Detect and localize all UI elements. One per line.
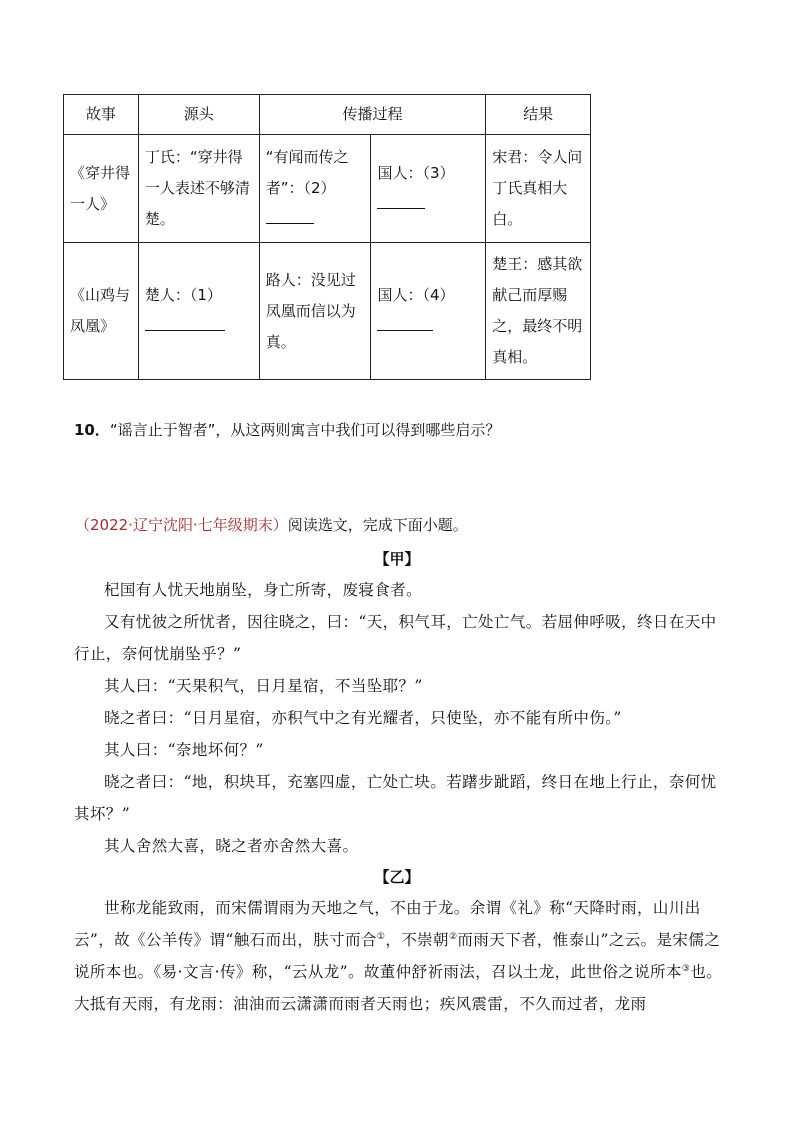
header-result: 结果 <box>486 95 591 135</box>
header-spread: 传播过程 <box>259 95 486 135</box>
header-source: 源头 <box>138 95 259 135</box>
yi-text-part: 而雨天下者，惟泰山”之云。是宋儒之说所本也。《易·文言·传》称，“云从龙”。故董仲舒祈雨法，召以土龙，此世俗之说所本 <box>74 931 721 981</box>
jia-paragraph: 其人舍然大喜，晓之者亦舍然大喜。 <box>104 837 359 855</box>
yi-text-part: 世称龙能致雨，而宋儒谓雨为天地之气，不由于龙。余谓《礼》称“天降时雨，山川出云”，故《公羊传》谓“触石而出，肤寸而合 <box>74 899 701 949</box>
cell-spread-b-text: 国人：（4） <box>377 286 455 304</box>
question-text: “谣言止于智者”，从这两则寓言中我们可以得到哪些启示？ <box>109 421 501 439</box>
cell-story: 《穿井得一人》 <box>64 135 139 243</box>
cell-source: 丁氏：“穿井得一人表述不够清楚。 <box>138 135 259 243</box>
cell-source-text: 楚人：（1） <box>144 286 222 304</box>
cell-spread-a <box>259 135 371 243</box>
source-tag: （2022·辽宁沈阳·七年级期末） <box>75 516 288 534</box>
cell-result: 宋君：令人问丁氏真相大白。 <box>486 135 591 243</box>
yi-text-part: ，不崇朝 <box>385 931 449 949</box>
cell-spread-b <box>371 243 486 380</box>
answer-blank-4[interactable] <box>377 329 433 331</box>
footnote-marker: ② <box>448 931 458 942</box>
question-10 <box>74 419 500 440</box>
cell-spread-a-text: “有闻而传之者”：（2） <box>265 148 349 197</box>
table-row <box>64 243 591 380</box>
cell-source <box>138 243 259 380</box>
footnote-marker: ① <box>376 931 386 942</box>
question-number: 10． <box>74 421 110 439</box>
cell-story: 《山鸡与凤凰》 <box>64 243 139 380</box>
cell-spread-b <box>371 135 486 243</box>
header-story: 故事 <box>64 95 139 135</box>
table-row <box>64 135 591 243</box>
section-title-jia: 【甲】 <box>374 550 420 568</box>
jia-paragraph: 晓之者曰：“地，积块耳，充塞四虚，亡处亡块。若躇步跐蹈，终日在地上行止，奈何忧其坏？” <box>74 773 717 823</box>
table-header-row <box>64 95 591 135</box>
jia-paragraph: 其人曰：“天果积气，日月星宿，不当坠耶？” <box>104 677 423 695</box>
cell-spread-b-text: 国人：（3） <box>377 163 455 182</box>
answer-blank-1[interactable] <box>145 329 225 331</box>
footnote-marker: ③ <box>681 963 691 974</box>
story-comparison-table <box>63 94 591 380</box>
yi-text-part: 也。大抵有天雨，有龙雨：油油而云潇潇而雨者天雨也；疾风震雷，不久而过者，龙雨 <box>74 963 723 1013</box>
cell-spread-a: 路人：没见过凤凰而信以为真。 <box>259 243 371 380</box>
answer-blank-3[interactable] <box>377 207 425 209</box>
source-instruction: 阅读选文，完成下面小题。 <box>287 516 468 534</box>
section-title-yi: 【乙】 <box>374 868 420 886</box>
jia-paragraph: 晓之者曰：“日月星宿，亦积气中之有光耀者，只使坠，亦不能有所中伤。” <box>104 709 622 727</box>
source-line <box>75 514 468 535</box>
jia-paragraph: 杞国有人忧天地崩坠，身亡所寄，废寝食者。 <box>104 581 423 599</box>
cell-result: 楚王：感其欲献己而厚赐之，最终不明真相。 <box>486 243 591 380</box>
jia-paragraph: 又有忧彼之所忧者，因往晓之，曰：“天，积气耳，亡处亡气。若屈伸呼吸，终日在天中行止，奈何忧崩坠乎？” <box>74 613 717 663</box>
jia-paragraph: 其人曰：“奈地坏何？” <box>104 741 264 759</box>
answer-blank-2[interactable] <box>266 222 314 224</box>
yi-paragraph <box>74 892 724 1020</box>
